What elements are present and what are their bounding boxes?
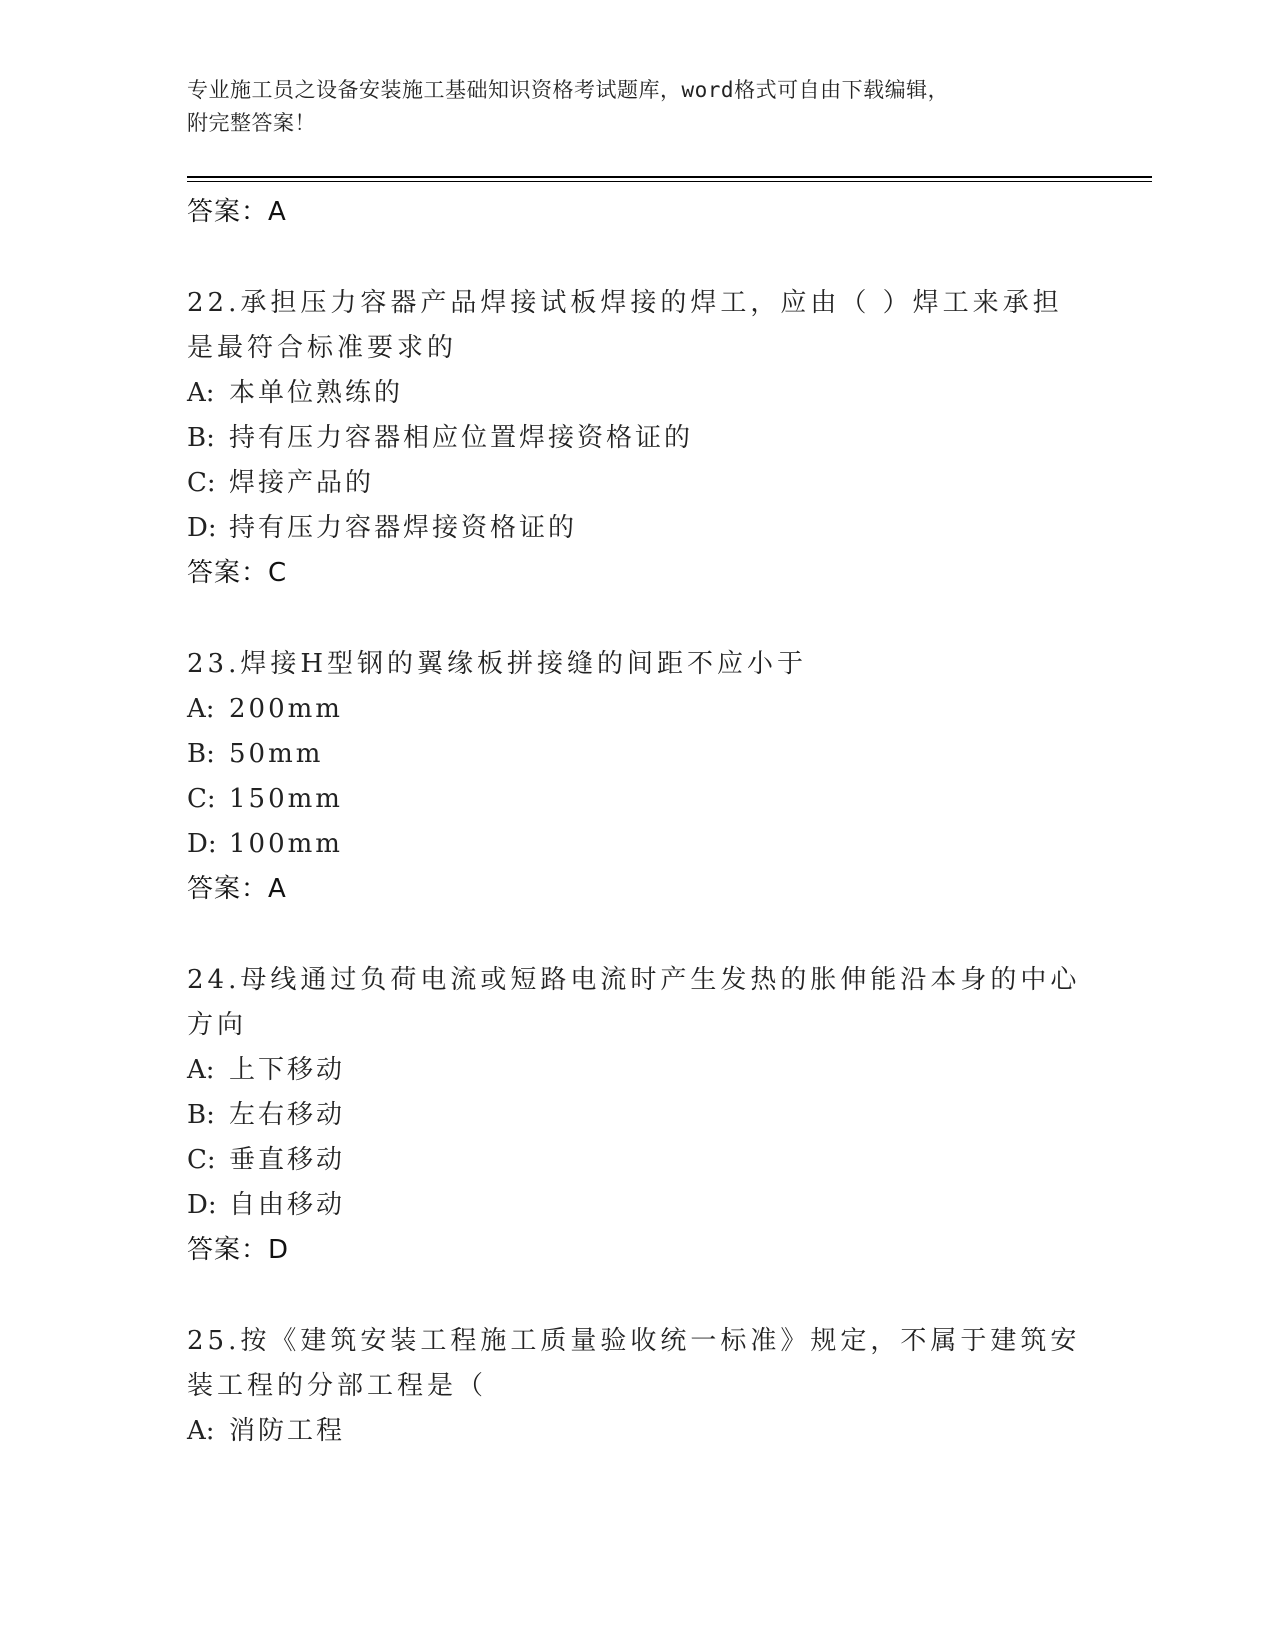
answer-line: 答案：A	[187, 197, 287, 227]
question-list	[187, 190, 1087, 1454]
option-text: 本单位熟练的	[229, 378, 404, 408]
option-key: D:	[187, 513, 217, 543]
option-text: 150mm	[229, 784, 343, 814]
option-key: D:	[187, 1190, 217, 1220]
option-key: B:	[187, 423, 215, 453]
option-text: 持有压力容器相应位置焊接资格证的	[229, 423, 694, 453]
answer-line: 答案：A	[187, 874, 287, 904]
option-key: C:	[187, 468, 216, 498]
option-text: 焊接产品的	[229, 468, 375, 498]
header-line-1: 专业施工员之设备安装施工基础知识资格考试题库，word格式可自由下载编辑，	[187, 78, 950, 102]
option-c	[187, 777, 1087, 822]
option-b	[187, 1093, 1087, 1138]
option-text: 左右移动	[229, 1100, 346, 1130]
option-d	[187, 506, 1087, 551]
option-c	[187, 1138, 1087, 1183]
option-key: A:	[187, 378, 215, 408]
option-key: A:	[187, 1055, 215, 1085]
option-a	[187, 371, 1087, 416]
question-text: 24.母线通过负荷电流或短路电流时产生发热的胀伸能沿本身的中心方向	[187, 965, 1081, 1040]
option-key: B:	[187, 1100, 215, 1130]
option-b	[187, 416, 1087, 461]
option-a	[187, 1048, 1087, 1093]
question-item	[187, 958, 1087, 1272]
header-divider-thin	[187, 181, 1152, 182]
question-text: 25.按《建筑安装工程施工质量验收统一标准》规定，不属于建筑安装工程的分部工程是（	[187, 1326, 1081, 1401]
option-text: 200mm	[229, 694, 343, 724]
question-item	[187, 642, 1087, 911]
option-key: D:	[187, 829, 217, 859]
option-text: 垂直移动	[229, 1145, 346, 1175]
answer-line: 答案：C	[187, 558, 288, 588]
option-key: A:	[187, 1416, 215, 1446]
header-line-2: 附完整答案！	[187, 111, 316, 135]
option-b	[187, 732, 1087, 777]
option-a	[187, 1409, 1087, 1454]
option-d	[187, 1183, 1087, 1228]
option-key: C:	[187, 784, 216, 814]
option-d	[187, 822, 1087, 867]
option-text: 持有压力容器焊接资格证的	[229, 513, 578, 543]
question-text: 23.焊接H型钢的翼缘板拼接缝的间距不应小于	[187, 649, 808, 679]
option-text: 50mm	[229, 739, 324, 769]
question-text: 22.承担压力容器产品焊接试板焊接的焊工，应由（ ）焊工来承担是最符合标准要求的	[187, 288, 1063, 363]
option-text: 上下移动	[229, 1055, 346, 1085]
answer-line: 答案：D	[187, 1235, 290, 1265]
question-item	[187, 281, 1087, 595]
option-text: 消防工程	[229, 1416, 346, 1446]
option-key: A:	[187, 694, 215, 724]
option-key: C:	[187, 1145, 216, 1175]
document-header	[187, 74, 1067, 140]
option-key: B:	[187, 739, 215, 769]
option-c	[187, 461, 1087, 506]
question-item	[187, 1319, 1087, 1454]
option-a	[187, 687, 1087, 732]
option-text: 100mm	[229, 829, 343, 859]
header-divider-thick	[187, 176, 1152, 178]
option-text: 自由移动	[229, 1190, 346, 1220]
